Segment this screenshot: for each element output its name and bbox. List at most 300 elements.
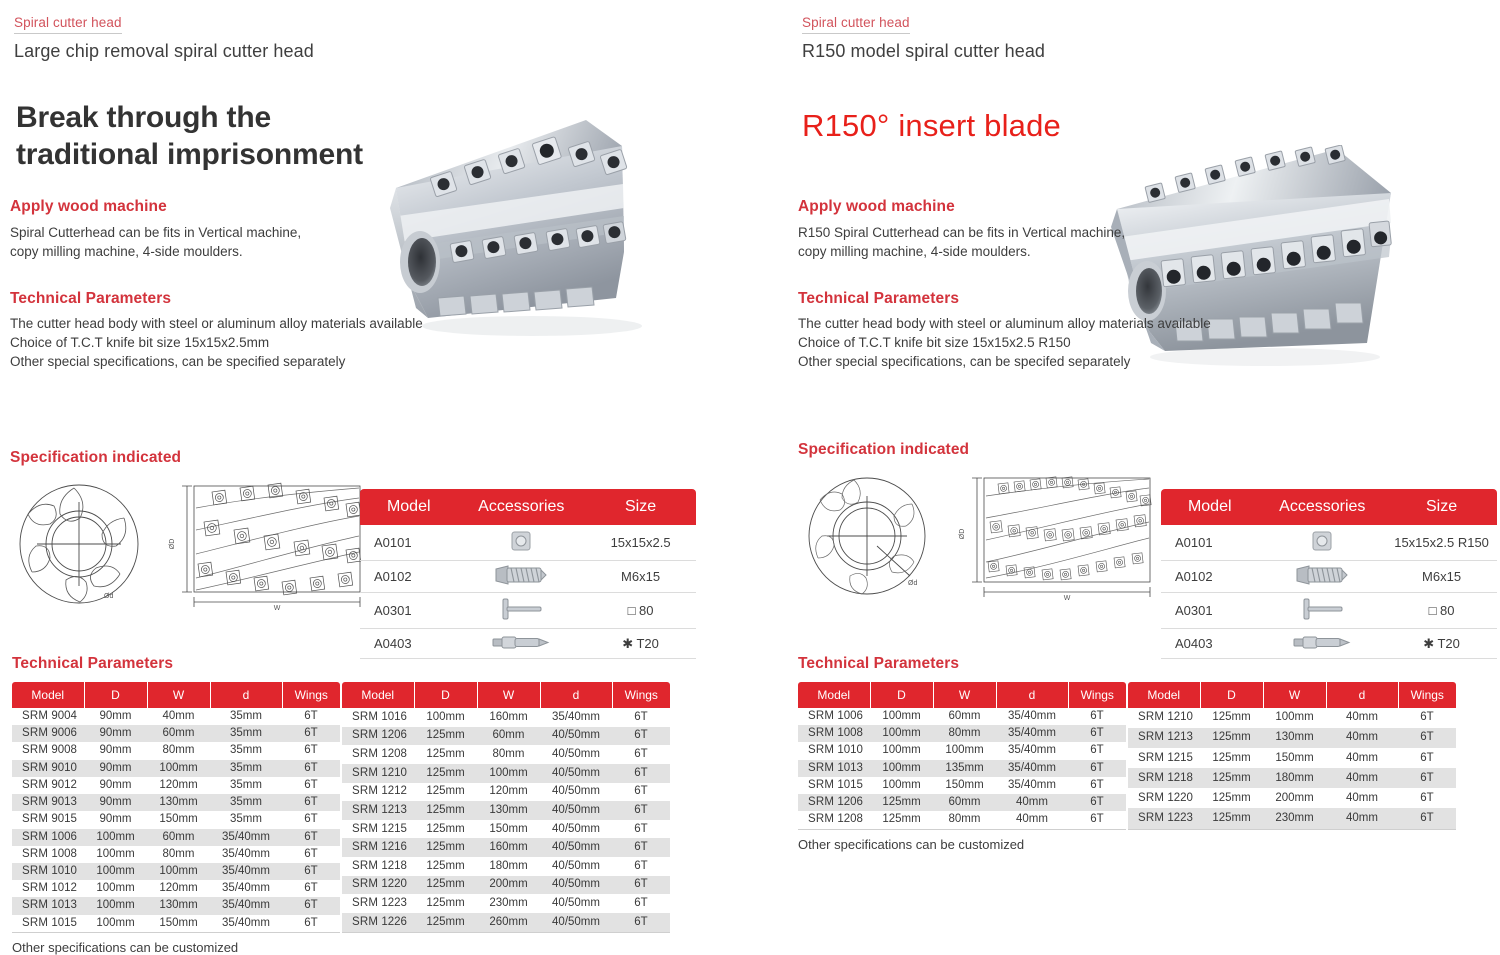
t-wrench-icon <box>1258 593 1386 629</box>
spec-W: 60mm <box>162 830 195 843</box>
spec-W: 130mm <box>1275 731 1314 744</box>
spec-model: SRM 1210 <box>352 766 407 779</box>
spec-W: 200mm <box>1275 791 1314 804</box>
table-row <box>12 725 340 742</box>
right-drawing-side-view <box>950 470 1158 602</box>
table-row <box>1161 593 1497 629</box>
spec-d: 35/40mm <box>1008 727 1056 740</box>
spec-model: SRM 1015 <box>22 916 77 929</box>
spec-model: SRM 9004 <box>22 710 77 722</box>
spec-model: SRM 1216 <box>352 841 407 854</box>
table-row <box>12 880 340 897</box>
table-row <box>12 897 340 914</box>
left-headline: Break through the traditional imprisonment <box>16 101 363 171</box>
table-row <box>1128 728 1456 748</box>
table-row <box>798 811 1126 829</box>
spec-D: 90mm <box>99 710 132 722</box>
spec-D: 100mm <box>882 710 921 722</box>
table-row <box>342 801 670 820</box>
table-row <box>342 857 670 876</box>
spec-d: 35/40mm <box>222 916 270 929</box>
left-spec-table-a-body <box>12 708 340 932</box>
spec-model: SRM 1206 <box>808 796 863 809</box>
spec-d: 35mm <box>230 778 262 791</box>
left-category-tag: Spiral cutter head <box>14 15 122 34</box>
spec-model: SRM 1220 <box>352 878 407 891</box>
table-row <box>12 760 340 777</box>
spec-model: SRM 1220 <box>1138 791 1193 804</box>
spec-model: SRM 1012 <box>22 882 77 895</box>
accessories-col-size: Size <box>1386 489 1497 525</box>
spec-W: 230mm <box>489 897 528 910</box>
table-row <box>12 863 340 880</box>
right-technical-line-2: Choice of T.C.T knife bit size 15x15x2.5 R150 <box>798 335 1071 350</box>
spec-D: 125mm <box>426 747 465 760</box>
spec-W: 100mm <box>1275 711 1314 724</box>
spec-D: 90mm <box>99 778 132 791</box>
spec-D: 100mm <box>426 710 465 723</box>
spec-wings: 6T <box>1420 711 1434 724</box>
spec-model: SRM 1008 <box>22 847 77 860</box>
spec-W: 130mm <box>159 796 198 809</box>
accessories-col-size: Size <box>585 489 696 525</box>
spec-col-W: W <box>1263 682 1326 708</box>
spec-wings: 6T <box>634 841 648 854</box>
spec-model: SRM 1006 <box>22 830 77 843</box>
spec-d: 40/50mm <box>552 766 600 779</box>
table-row <box>342 745 670 764</box>
table-row <box>1161 561 1497 593</box>
right-spec-table-b <box>1128 682 1456 830</box>
spec-W: 100mm <box>159 864 198 877</box>
spec-d: 40/50mm <box>552 785 600 798</box>
right-apply-line-2: copy milling machine, 4-side moulders. <box>798 244 1031 259</box>
spec-d: 40/50mm <box>552 859 600 872</box>
spec-d: 40/50mm <box>552 897 600 910</box>
spec-D: 100mm <box>96 882 135 895</box>
spec-col-D: D <box>870 682 933 708</box>
spec-wings: 6T <box>634 859 648 872</box>
screw-icon <box>457 561 585 593</box>
spec-model: SRM 1208 <box>352 747 407 760</box>
table-row <box>342 876 670 895</box>
spec-d: 35/40mm <box>1008 778 1056 791</box>
spec-col-model: Model <box>342 682 414 708</box>
spec-D: 125mm <box>426 729 465 742</box>
spec-d: 35/40mm <box>222 847 270 860</box>
table-row <box>1161 525 1497 561</box>
spec-W: 80mm <box>492 747 525 760</box>
spec-wings: 6T <box>304 761 318 774</box>
left-side-width-label: W <box>273 605 281 610</box>
table-row <box>798 742 1126 759</box>
right-subtitle: R150 model spiral cutter head <box>802 41 1046 61</box>
spec-wings: 6T <box>304 847 318 860</box>
spec-d: 35/40mm <box>552 710 600 723</box>
left-spec-tables <box>12 682 670 933</box>
left-spec-table-b-body <box>342 708 670 932</box>
spec-d: 40/50mm <box>552 822 600 835</box>
spec-D: 125mm <box>1212 791 1251 804</box>
spec-wings: 6T <box>634 710 648 723</box>
spec-wings: 6T <box>1090 813 1104 826</box>
spec-model: SRM 1015 <box>808 778 863 791</box>
spec-D: 100mm <box>96 847 135 860</box>
table-row <box>360 629 696 659</box>
spec-model: SRM 1013 <box>22 899 77 912</box>
spec-model: SRM 9010 <box>22 761 77 774</box>
spec-D: 125mm <box>426 878 465 891</box>
spec-model: SRM 1016 <box>352 710 407 723</box>
table-row <box>1128 808 1456 829</box>
spec-col-wings: Wings <box>1398 682 1456 708</box>
right-side-diameter-label: ØD <box>959 528 966 540</box>
spec-d: 40/50mm <box>552 747 600 760</box>
right-spec-indicated-title: Specification indicated <box>798 441 970 458</box>
spec-d: 40mm <box>1016 796 1048 809</box>
table-row <box>12 708 340 725</box>
left-technical-line-1: The cutter head body with steel or aluminum alloy materials available <box>10 316 423 331</box>
right-apply-line-1: R150 Spiral Cutterhead can be fits in Vertical machine, <box>798 225 1126 240</box>
left-accessories-table-wrap <box>360 489 696 659</box>
spec-D: 90mm <box>99 744 132 757</box>
spec-D: 100mm <box>96 916 135 929</box>
spec-wings: 6T <box>634 822 648 835</box>
right-spec-footer: Other specifications can be customized <box>798 836 1025 852</box>
spec-d: 40/50mm <box>552 915 600 928</box>
spec-d: 40mm <box>1016 813 1048 826</box>
spec-wings: 6T <box>634 897 648 910</box>
accessory-model: A0403 <box>360 629 457 659</box>
right-category-tag: Spiral cutter head <box>802 15 910 34</box>
spec-D: 100mm <box>882 727 921 740</box>
spec-D: 125mm <box>426 803 465 816</box>
spec-W: 260mm <box>489 915 528 928</box>
square-insert-icon <box>1258 525 1386 561</box>
spec-W: 150mm <box>489 822 528 835</box>
spec-D: 125mm <box>1212 731 1251 744</box>
spec-d: 35/40mm <box>222 882 270 895</box>
right-tech-params-block <box>798 655 1456 852</box>
spec-wings: 6T <box>634 803 648 816</box>
spec-D: 100mm <box>882 761 921 774</box>
right-side-width-label: W <box>1063 595 1071 602</box>
spec-model: SRM 1208 <box>808 813 863 826</box>
spec-col-d: d <box>1326 682 1398 708</box>
spec-d: 40/50mm <box>552 803 600 816</box>
spec-col-W: W <box>933 682 996 708</box>
spec-d: 35/40mm <box>222 830 270 843</box>
spec-model: SRM 9013 <box>22 796 77 809</box>
spec-model: SRM 1212 <box>352 785 407 798</box>
accessory-model: A0101 <box>360 525 457 561</box>
spec-W: 80mm <box>162 847 195 860</box>
left-front-bore-label: Ød <box>104 593 114 600</box>
accessory-model: A0101 <box>1161 525 1258 561</box>
spec-d: 40/50mm <box>552 841 600 854</box>
spec-W: 60mm <box>948 710 981 722</box>
accessory-size: □ 80 <box>585 593 696 629</box>
spec-model: SRM 9008 <box>22 744 77 757</box>
spec-d: 35/40mm <box>1008 761 1056 774</box>
spec-W: 150mm <box>159 916 198 929</box>
spec-W: 100mm <box>159 761 198 774</box>
spec-W: 80mm <box>948 727 981 740</box>
spec-d: 35/40mm <box>222 864 270 877</box>
spec-d: 40/50mm <box>552 729 600 742</box>
spec-D: 90mm <box>99 813 132 826</box>
spec-model: SRM 1223 <box>352 897 407 910</box>
spec-wings: 6T <box>304 796 318 809</box>
accessory-size: M6x15 <box>1386 561 1497 593</box>
spec-d: 40mm <box>1346 811 1378 824</box>
spec-D: 125mm <box>426 859 465 872</box>
spec-model: SRM 1206 <box>352 729 407 742</box>
spec-wings: 6T <box>634 878 648 891</box>
torx-bit-icon <box>1258 629 1386 659</box>
spec-D: 125mm <box>1212 811 1251 824</box>
spec-d: 40mm <box>1346 731 1378 744</box>
spec-wings: 6T <box>1420 791 1434 804</box>
table-row <box>1128 748 1456 768</box>
table-row <box>342 764 670 783</box>
accessory-size: ✱ T20 <box>1386 629 1497 659</box>
table-row <box>342 894 670 913</box>
spec-model: SRM 1210 <box>1138 711 1193 724</box>
spec-wings: 6T <box>304 710 318 722</box>
right-accessories-table-wrap <box>1161 489 1497 659</box>
spec-wings: 6T <box>634 729 648 742</box>
spec-W: 150mm <box>945 778 984 791</box>
right-tag-block <box>802 14 910 34</box>
right-spec-table-a <box>798 682 1126 830</box>
spec-wings: 6T <box>304 864 318 877</box>
spec-wings: 6T <box>1420 771 1434 784</box>
spec-header-row <box>12 682 340 708</box>
spec-model: SRM 1218 <box>352 859 407 872</box>
right-spec-table-a-body <box>798 708 1126 829</box>
table-row <box>1161 629 1497 659</box>
right-technical-line-1: The cutter head body with steel or aluminum alloy materials available <box>798 316 1211 331</box>
accessory-model: A0301 <box>360 593 457 629</box>
spec-wings: 6T <box>304 916 318 929</box>
spec-D: 100mm <box>882 744 921 757</box>
spec-wings: 6T <box>1090 778 1104 791</box>
left-technical-line-3: Other special specifications, can be specified separately <box>10 354 346 369</box>
table-row <box>12 794 340 811</box>
spec-d: 40mm <box>1346 791 1378 804</box>
table-row <box>12 846 340 863</box>
spec-d: 35mm <box>230 761 262 774</box>
spec-col-wings: Wings <box>1068 682 1126 708</box>
spec-model: SRM 1213 <box>352 803 407 816</box>
spec-wings: 6T <box>634 915 648 928</box>
spec-wings: 6T <box>304 727 318 740</box>
spec-D: 100mm <box>96 864 135 877</box>
spec-W: 135mm <box>945 761 984 774</box>
spec-model: SRM 1215 <box>1138 751 1193 764</box>
spec-W: 180mm <box>489 859 528 872</box>
table-row <box>1128 708 1456 728</box>
left-subtitle: Large chip removal spiral cutter head <box>14 41 314 61</box>
spec-D: 100mm <box>96 899 135 912</box>
table-row <box>798 708 1126 725</box>
spec-col-model: Model <box>798 682 870 708</box>
spec-model: SRM 1008 <box>808 727 863 740</box>
spec-D: 125mm <box>1212 771 1251 784</box>
spec-D: 90mm <box>99 796 132 809</box>
accessory-model: A0301 <box>1161 593 1258 629</box>
spec-W: 40mm <box>162 710 195 722</box>
accessory-size: ✱ T20 <box>585 629 696 659</box>
left-drawing-group <box>14 478 368 610</box>
left-tech-params-title: Technical Parameters <box>12 655 174 672</box>
table-row <box>360 561 696 593</box>
spec-D: 125mm <box>426 841 465 854</box>
spec-W: 60mm <box>492 729 525 742</box>
spec-d: 40mm <box>1346 711 1378 724</box>
left-tag-block <box>14 14 122 34</box>
spec-D: 125mm <box>426 785 465 798</box>
spec-D: 125mm <box>426 822 465 835</box>
right-drawing-front-view <box>802 470 932 602</box>
spec-wings: 6T <box>304 744 318 757</box>
right-apply-title: Apply wood machine <box>798 198 955 215</box>
spec-W: 150mm <box>159 813 198 826</box>
right-tech-params-title: Technical Parameters <box>798 655 960 672</box>
accessories-col-model: Model <box>1161 489 1258 525</box>
spec-d: 35mm <box>230 796 262 809</box>
spec-d: 35/40mm <box>222 899 270 912</box>
spec-col-d: d <box>996 682 1068 708</box>
spec-wings: 6T <box>304 813 318 826</box>
spec-W: 120mm <box>489 785 528 798</box>
spec-d: 40/50mm <box>552 878 600 891</box>
right-headline: R150° insert blade <box>802 108 1061 143</box>
spec-wings: 6T <box>1420 811 1434 824</box>
spec-D: 125mm <box>882 796 921 809</box>
spec-D: 125mm <box>1212 751 1251 764</box>
spec-col-D: D <box>1200 682 1263 708</box>
spec-col-d: d <box>540 682 612 708</box>
table-row <box>342 783 670 802</box>
left-spec-footer: Other specifications can be customized <box>12 939 239 955</box>
table-row <box>12 742 340 759</box>
t-wrench-icon <box>457 593 585 629</box>
spec-W: 60mm <box>162 727 195 740</box>
spec-model: SRM 1010 <box>22 864 77 877</box>
table-row <box>798 725 1126 742</box>
left-technical-line-2: Choice of T.C.T knife bit size 15x15x2.5mm <box>10 335 270 350</box>
table-row <box>342 913 670 932</box>
accessories-col-accessories: Accessories <box>457 489 585 525</box>
table-row <box>12 811 340 828</box>
right-spec-table-b-body <box>1128 708 1456 829</box>
accessories-header-row <box>360 489 696 525</box>
spec-wings: 6T <box>1090 744 1104 757</box>
table-row <box>360 593 696 629</box>
left-apply-title: Apply wood machine <box>10 198 167 215</box>
spec-W: 230mm <box>1275 811 1314 824</box>
spec-header-row <box>342 682 670 708</box>
spec-model: SRM 1213 <box>1138 731 1193 744</box>
table-row <box>342 838 670 857</box>
table-row <box>1128 788 1456 808</box>
table-row <box>798 777 1126 794</box>
table-row <box>342 708 670 727</box>
right-front-bore-label: Ød <box>908 580 918 587</box>
spec-D: 100mm <box>96 830 135 843</box>
spec-d: 40mm <box>1346 771 1378 784</box>
spec-model: SRM 9006 <box>22 727 77 740</box>
spec-wings: 6T <box>1420 751 1434 764</box>
table-row <box>342 820 670 839</box>
accessory-model: A0102 <box>1161 561 1258 593</box>
accessories-header-row <box>1161 489 1497 525</box>
spec-wings: 6T <box>1090 796 1104 809</box>
spec-d: 35mm <box>230 744 262 757</box>
spec-wings: 6T <box>304 899 318 912</box>
spec-d: 40mm <box>1346 751 1378 764</box>
right-technical-title: Technical Parameters <box>798 290 960 307</box>
right-technical-line-3: Other special specifications, can be specifed separately <box>798 354 1131 369</box>
right-product-photo <box>1105 145 1425 375</box>
spec-col-D: D <box>84 682 147 708</box>
spec-W: 80mm <box>162 744 195 757</box>
spec-model: SRM 1010 <box>808 744 863 757</box>
accessory-model: A0102 <box>360 561 457 593</box>
table-row <box>798 794 1126 811</box>
accessory-size: M6x15 <box>585 561 696 593</box>
table-row <box>342 727 670 746</box>
left-drawing-side-view <box>160 478 368 610</box>
spec-d: 35mm <box>230 710 262 722</box>
left-spec-table-b <box>342 682 670 933</box>
spec-col-model: Model <box>1128 682 1200 708</box>
left-spec-indicated-title: Specification indicated <box>10 449 182 466</box>
table-row <box>798 760 1126 777</box>
table-row <box>12 915 340 933</box>
screw-icon <box>1258 561 1386 593</box>
square-insert-icon <box>457 525 585 561</box>
spec-wings: 6T <box>1420 731 1434 744</box>
spec-wings: 6T <box>1090 710 1104 722</box>
spec-W: 180mm <box>1275 771 1314 784</box>
spec-wings: 6T <box>634 766 648 779</box>
left-technical-title: Technical Parameters <box>10 290 172 307</box>
spec-W: 200mm <box>489 878 528 891</box>
spec-W: 60mm <box>948 796 981 809</box>
spec-col-d: d <box>210 682 282 708</box>
spec-model: SRM 9015 <box>22 813 77 826</box>
spec-D: 125mm <box>426 766 465 779</box>
left-tech-params-block <box>12 655 670 955</box>
spec-d: 35/40mm <box>1008 710 1056 722</box>
spec-wings: 6T <box>634 747 648 760</box>
left-accessories-table <box>360 489 696 659</box>
spec-col-W: W <box>147 682 210 708</box>
right-drawing-group <box>802 470 1158 602</box>
spec-d: 35mm <box>230 813 262 826</box>
spec-model: SRM 1218 <box>1138 771 1193 784</box>
spec-D: 90mm <box>99 761 132 774</box>
spec-W: 160mm <box>489 841 528 854</box>
spec-W: 120mm <box>159 882 198 895</box>
right-spec-tables <box>798 682 1456 830</box>
spec-col-wings: Wings <box>612 682 670 708</box>
spec-model: SRM 1215 <box>352 822 407 835</box>
accessories-col-accessories: Accessories <box>1258 489 1386 525</box>
